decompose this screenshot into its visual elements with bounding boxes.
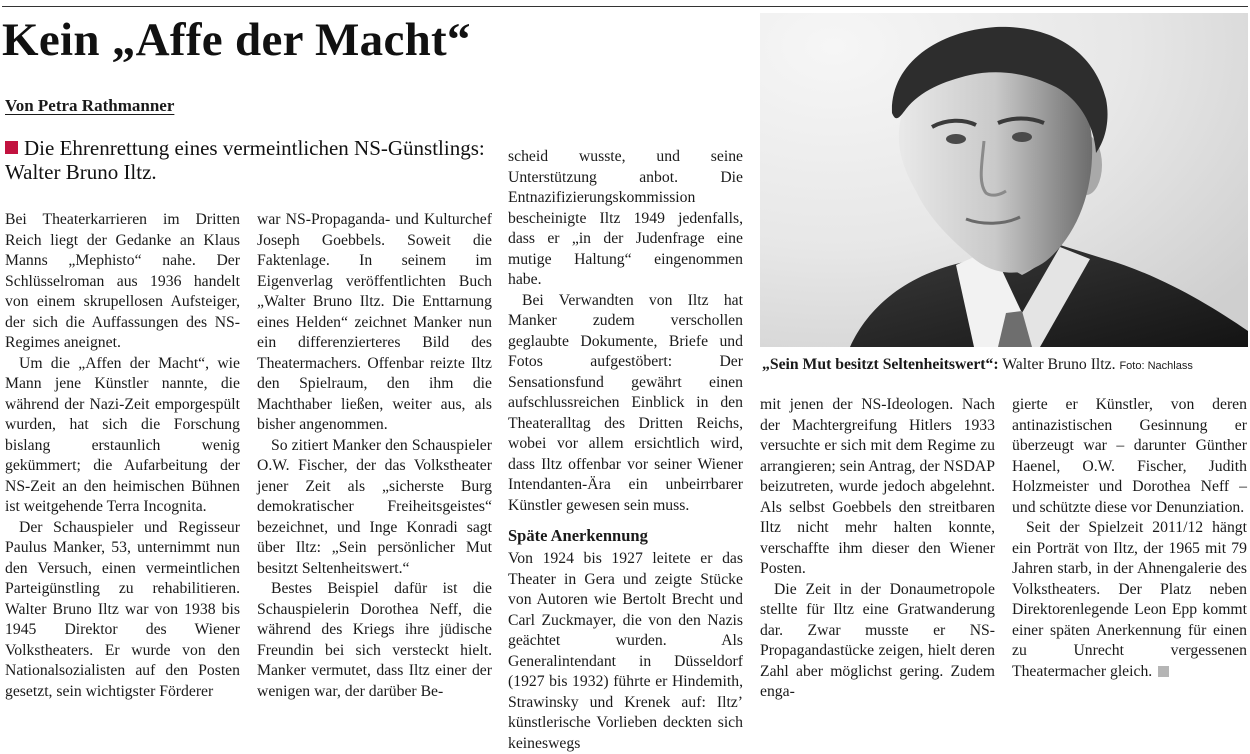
top-rule (2, 6, 1248, 7)
paragraph: war NS-Propaganda- und Kulturchef Joseph Goebbels. Soweit die Faktenlage. In seinem im Eigenverlag veröffentlichten Buch „Walter Bruno Iltz. Die Enttarnung eines Helden“ zeichnet Manker nun ein differenzierteres Bild des Theatermachers. Offenbar reizte Iltz den Spielraum, den ihm die Machthaber ließen, weiter aus, als bisher angenommen. (257, 211, 492, 433)
caption-quote: „Sein Mut besitzt Seltenheitswert“: (762, 356, 999, 373)
section-heading: Späte Anerkennung (508, 526, 648, 545)
column-3 (508, 147, 743, 752)
paragraph: Der Schauspieler und Regisseur Paulus Manker, 53, unternimmt nun den Versuch, einen vermeintlichen Parteigünstling zu rehabilitieren. Walter Bruno Iltz war von 1938 bis 1945 Direktor des Wiener Volkstheaters. Er wurde von den Nationalsozialisten auf den Posten gesetzt, sein wichtigster Förderer (5, 518, 240, 700)
subhead (5, 136, 485, 184)
paragraph: mit jenen der NS-Ideologen. Nach der Machtergreifung Hitlers 1933 versuchte er sich mit dem Regime zu arrangieren; sein Antrag, der NSDAP beizutreten, wurde jedoch abgelehnt. Als selbst Goebbels den streitbaren Iltz nicht mehr halten konnte, verschaffte ihm dieser den Wiener Posten. (760, 396, 995, 577)
paragraph-text: Seit der Spielzeit 2011/12 hängt ein Porträt von Iltz, der 1965 mit 79 Jahren starb, in der Ahnengalerie des Volkstheaters. Der Platz neben Direktorenlegende Leon Epp kommt einer späten Anerkennung für einen zu Unrecht vergessenen Theatermacher gleich. (1012, 519, 1247, 680)
end-of-article-mark (1158, 666, 1169, 677)
headline: Kein „Affe der Macht“ (2, 14, 471, 66)
paragraph: Von 1924 bis 1927 leitete er das Theater in Gera und zeigte Stücke von Autoren wie Bertolt Brecht und Carl Zuckmayer, die von den Nazis geächtet wurden. Als Generalintendant in Düsseldorf (1927 bis 1932) führte er Hindemith, Strawinsky und Krenek auf: Iltz’ künstlerische Vorlieben deckten sich keineswegs (508, 550, 743, 752)
portrait-image (760, 13, 1248, 347)
photo-caption (762, 356, 1248, 374)
column-4 (760, 395, 995, 700)
paragraph: Die Zeit in der Donaumetropole stellte für Iltz eine Gratwanderung dar. Zwar musste er NS-Propagandastücke zeigen, hielt deren Zahl aber möglichst gering. Zudem enga- (760, 580, 995, 700)
caption-text: Walter Bruno Iltz. (998, 356, 1116, 373)
column-1 (5, 210, 240, 700)
paragraph: Um die „Affen der Macht“, wie Mann jene Künstler nannte, die während der Nazi-Zeit emporgespült wurden, hat sich die Forschung bislang erstaunlich wenig gekümmert; die Aufarbeitung der NS-Zeit an den heimischen Bühnen ist weitgehende Terra Incognita. (5, 354, 240, 515)
paragraph: Bei Verwandten von Iltz hat Manker zudem verschollen geglaubte Dokumente, Briefe und Fotos aufgestöbert: Der Sensationsfund gewährt einen aufschlussreichen Einblick in den Theateralltag des Dritten Reichs, wobei vor allem ersichtlich wird, dass Iltz offenbar vor seiner Wiener Intendanten-Ära ein unbeirrbarer Künstler gewesen sein muss. (508, 291, 743, 514)
paragraph-last (1012, 518, 1247, 682)
column-5 (1012, 395, 1247, 680)
column-2 (257, 210, 492, 700)
byline: Von Petra Rathmanner (5, 96, 175, 115)
photo-credit: Foto: Nachlass (1119, 360, 1193, 372)
paragraph: So zitiert Manker den Schauspieler O.W. Fischer, der das Volkstheater jener Zeit als „sicherste Burg demokratischer Freiheitsgeistes“ bezeichnet, und Inge Konradi sagt über Iltz: „Sein persönlicher Mut besitzt Seltenheitswert.“ (257, 436, 492, 577)
subhead-text: Die Ehrenrettung eines vermeintlichen NS-Günstlings: Walter Bruno Iltz. (5, 136, 485, 184)
paragraph: scheid wusste, und seine Unterstützung anbot. Die Entnazifizierungskommission bescheinigte Iltz 1949 jedenfalls, dass er „in der Judenfrage eine mutige Haltung“ eingenommen habe. (508, 148, 743, 288)
paragraph: Bestes Beispiel dafür ist die Schauspielerin Dorothea Neff, die während des Kriegs ihre jüdische Freundin bei sich versteckt hielt. Manker vermutet, dass Iltz einer der wenigen war, der darüber Be- (257, 580, 492, 700)
paragraph: gierte er Künstler, von deren antinazistischen Gesinnung er überzeugt war – darunter Günther Haenel, O.W. Fischer, Judith Holzmeister und Dorothea Neff – und schützte diese vor Denunziation. (1012, 396, 1247, 516)
portrait-photo (760, 13, 1248, 347)
red-square-marker (5, 141, 18, 154)
paragraph: Bei Theaterkarrieren im Dritten Reich liegt der Gedanke an Klaus Manns „Mephisto“ nahe. Der Schlüsselroman aus 1936 handelt von einem skrupellosen Aufsteiger, der sich die Auffassungen des NS-Regimes aneignet. (5, 211, 240, 351)
